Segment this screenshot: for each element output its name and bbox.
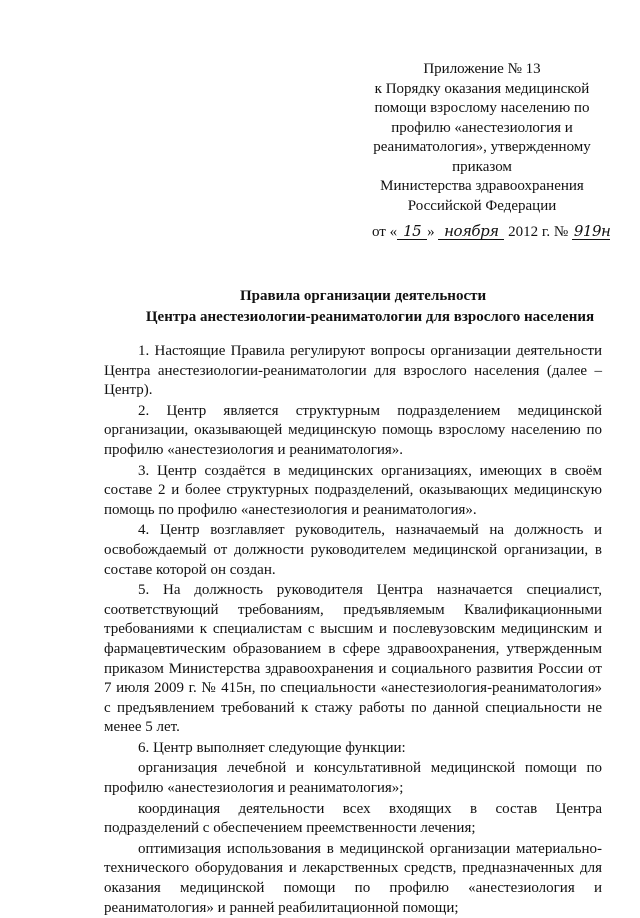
appendix-line: Российской Федерации: [407, 197, 557, 214]
function-item-3: оптимизация использования в медицинской организации материально-технического оборудования и лекарственных средств, предназначенных для оказания медицинской помощи по профилю «анестезиология и реаниматология» и ранней реабилитационной помощи;: [104, 840, 602, 916]
dateline-mid: »: [427, 224, 435, 240]
handwritten-month: ноября: [438, 223, 504, 240]
function-item-1: организация лечебной и консультативной медицинской помощи по профилю «анестезиология и реаниматология»;: [104, 760, 602, 797]
appendix-line: реаниматология», утвержденному: [373, 139, 591, 155]
dateline-prefix: от «: [372, 224, 398, 240]
appendix-line: помощи взрослому населению по: [374, 100, 590, 116]
appendix-line: профилю «анестезиология и: [391, 119, 573, 136]
document-body: [104, 342, 602, 918]
handwritten-day: 15: [397, 223, 427, 240]
paragraph-3: 3. Центр создаётся в медицинских организациях, имеющих в своём составе 2 и более структурных подразделений, оказывающих медицинскую помощь по профилю «анестезиология и реаниматология».: [104, 462, 602, 518]
appendix-header: [352, 60, 612, 216]
appendix-line: Приложение № 13: [423, 61, 541, 77]
appendix-line: Министерства здравоохранения: [380, 178, 584, 194]
paragraph-2: 2. Центр является структурным подразделением медицинской организации, оказывающей медицинскую помощь взрослому населению по профилю «анестезиология и реаниматология».: [104, 402, 602, 458]
handwritten-order-number: 919н: [573, 222, 611, 240]
order-dateline: [372, 223, 610, 241]
dateline-year: 2012 г. №: [508, 224, 569, 240]
appendix-line: к Порядку оказания медицинской: [374, 80, 590, 97]
appendix-line: приказом: [452, 158, 512, 175]
document-title-line1: Правила организации деятельности: [240, 288, 487, 304]
paragraph-6: 6. Центр выполняет следующие функции:: [138, 739, 406, 756]
function-item-2: координация деятельности всех входящих в состав Центра подразделений с обеспечением преемственности лечения;: [104, 800, 602, 837]
document-title-line2: Центра анестезиологии-реаниматологии для взрослого населения: [145, 309, 595, 325]
paragraph-5: 5. На должность руководителя Центра назначается специалист, соответствующий требованиям, предъявляемым Квалификационными требованиями к специалистам с высшим и послевузовским медицинским и фармацевтическим образованием в сфере здравоохранения, утвержденным приказом Министерства здравоохранения и социального развития России от 7 июля 2009 г. № 415н, по специальности «анестезиология-реаниматология» с предъявлением требований к стажу работы по данной специальности не менее 5 лет.: [104, 582, 602, 736]
paragraph-1: 1. Настоящие Правила регулируют вопросы организации деятельности Центра анестезиологии-реаниматологии для взрослого населения (далее – Центр).: [104, 343, 602, 399]
paragraph-4: 4. Центр возглавляет руководитель, назначаемый на должность и освобождаемый от должности руководителем медицинской организации, в составе которой он создан.: [104, 522, 602, 578]
